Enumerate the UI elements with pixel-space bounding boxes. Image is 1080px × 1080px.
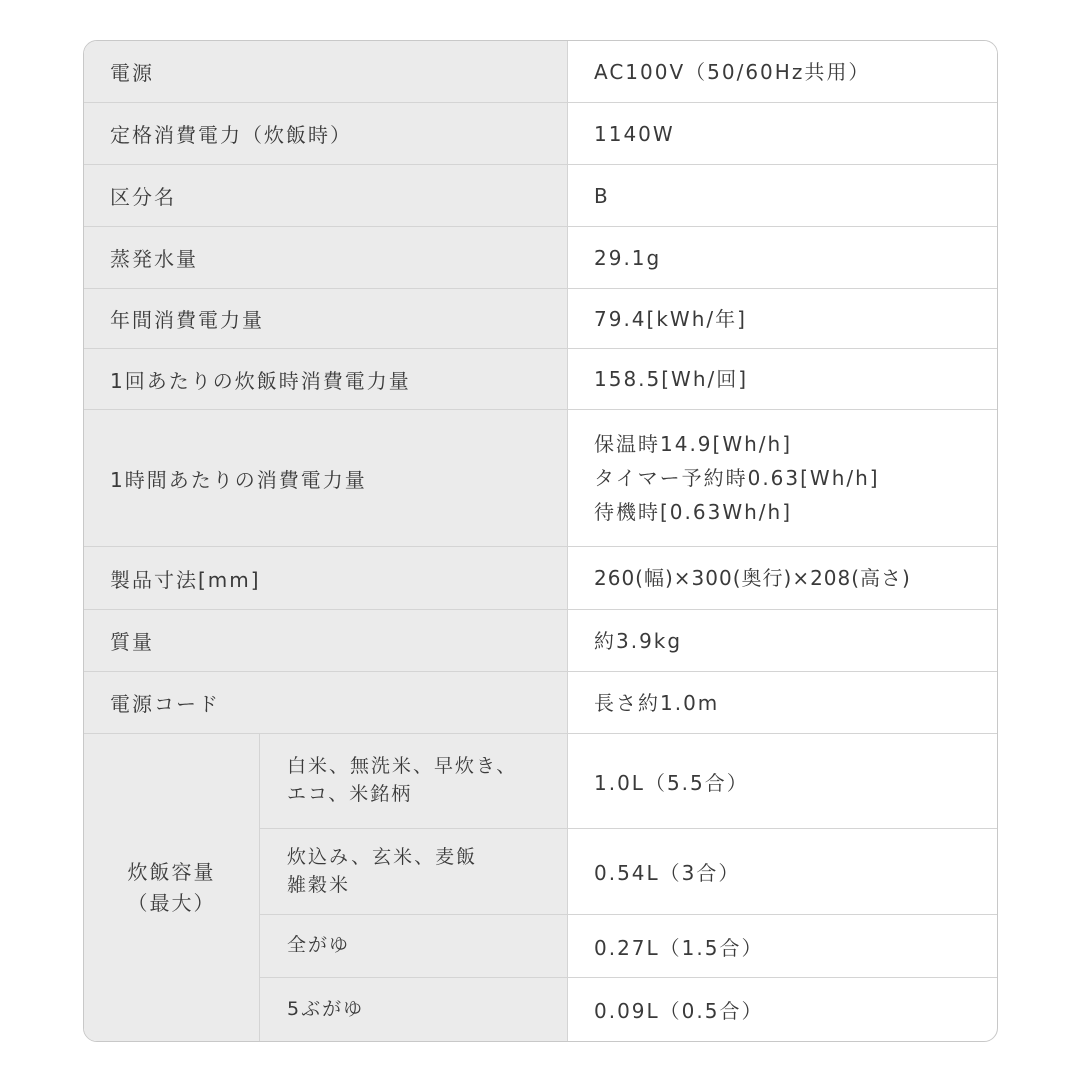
spec-row-dimensions [84, 547, 997, 610]
spec-label: 蒸発水量 [84, 227, 568, 288]
spec-value [568, 349, 997, 409]
spec-value-line: 1140W [594, 121, 675, 146]
cooking-capacity-section [84, 734, 997, 1041]
capacity-menu [260, 829, 568, 914]
spec-row-evaporation [84, 227, 997, 289]
spec-row-annual-power [84, 289, 997, 349]
capacity-value: 1.0L（5.5合） [594, 770, 749, 795]
spec-label: 製品寸法[mm] [84, 547, 568, 609]
cooking-capacity-label-line: 炊飯容量 [127, 859, 216, 884]
capacity-row [260, 829, 997, 915]
capacity-row [260, 978, 997, 1041]
spec-label: 質量 [84, 610, 568, 671]
spec-value-line: B [594, 183, 610, 208]
spec-value [568, 165, 997, 226]
spec-table [83, 40, 998, 1042]
capacity-menu-line: 雑穀米 [287, 873, 351, 896]
capacity-menu [260, 915, 568, 977]
spec-row-power-per-hour [84, 410, 997, 547]
spec-row-weight [84, 610, 997, 672]
spec-label: 電源コード [84, 672, 568, 733]
spec-row-rated-power [84, 103, 997, 165]
spec-value-line: 約3.9kg [594, 628, 683, 653]
capacity-menu-line: 全がゆ [287, 934, 351, 957]
capacity-menu-line: 炊込み、玄米、麦飯 [287, 845, 478, 868]
capacity-menu-line: 白米、無洗米、早炊き、 [287, 755, 518, 778]
capacity-row [260, 734, 997, 829]
capacity-value: 0.27L（1.5合） [594, 935, 764, 960]
spec-row-power-per-cook [84, 349, 997, 410]
capacity-row [260, 915, 997, 978]
spec-value-line: タイマー予約時0.63[Wh/h] [594, 466, 880, 490]
spec-value-line: 保温時14.9[Wh/h] [594, 432, 793, 456]
capacity-menu [260, 978, 568, 1041]
capacity-value: 0.54L（3合） [594, 861, 741, 885]
spec-value [568, 610, 997, 671]
spec-value-line: 79.4[kWh/年] [594, 306, 747, 331]
spec-label: 電源 [84, 41, 568, 102]
spec-value-line: 158.5[Wh/回] [594, 367, 749, 391]
capacity-menu-line: 5ぶがゆ [287, 997, 365, 1020]
capacity-menu [260, 734, 568, 828]
spec-value [568, 227, 997, 288]
spec-value [568, 672, 997, 733]
spec-value-line: 29.1g [594, 245, 662, 270]
spec-value [568, 547, 997, 609]
spec-value [568, 41, 997, 102]
spec-value [568, 410, 997, 546]
spec-row-power-cord [84, 672, 997, 734]
capacity-menu-line: エコ、米銘柄 [287, 783, 413, 805]
spec-label: 年間消費電力量 [84, 289, 568, 348]
spec-label: 1回あたりの炊飯時消費電力量 [84, 349, 568, 409]
spec-label: 1時間あたりの消費電力量 [84, 410, 568, 546]
spec-value [568, 103, 997, 164]
spec-value-line: 待機時[0.63Wh/h] [594, 500, 793, 524]
spec-value-line: 260(幅)×300(奥行)×208(高さ) [594, 566, 911, 590]
spec-value [568, 289, 997, 348]
spec-value-line: AC100V（50/60Hz共用） [594, 59, 871, 84]
spec-row-power-source [84, 41, 997, 103]
cooking-capacity-label-line: （最大） [127, 890, 216, 915]
spec-row-category [84, 165, 997, 227]
cooking-capacity-label [84, 734, 260, 1041]
spec-value-line: 長さ約1.0m [594, 690, 720, 715]
spec-label: 定格消費電力（炊飯時） [84, 103, 568, 164]
capacity-value: 0.09L（0.5合） [594, 999, 764, 1023]
spec-label: 区分名 [84, 165, 568, 226]
